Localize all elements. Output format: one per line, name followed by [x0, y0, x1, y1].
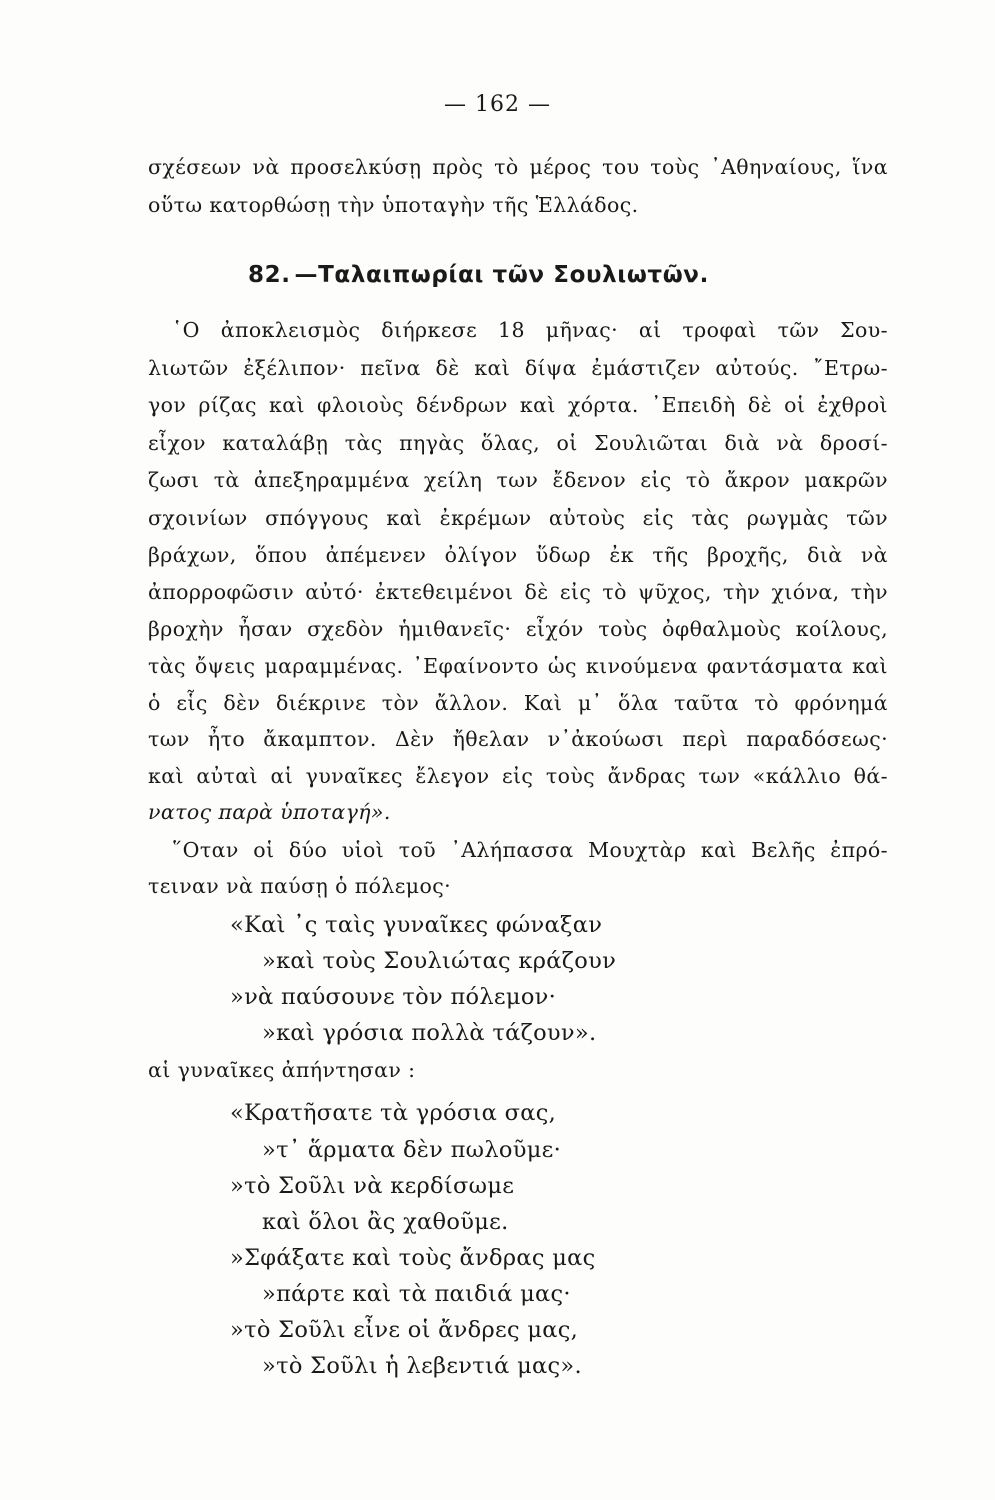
reply-intro: αἱ γυναῖκες ἀπήντησαν : [148, 1058, 416, 1082]
paragraph-1-line-6: σχοινίων σπόγγους καὶ ἐκρέμων αὐτοὺς εἰς τὰς ρωγμὰς τῶν [148, 506, 888, 530]
section-number: 82. [248, 262, 291, 288]
verse-1-line-2: »καὶ τοὺς Σουλιώτας κράζουν [262, 948, 617, 974]
page-number: — 162 — [444, 92, 551, 117]
paragraph-1-line-7: βράχων, ὅπου ἀπέμενεν ὀλίγον ὕδωρ ἐκ τῆς βροχῆς, διὰ νὰ [148, 543, 888, 567]
paragraph-2-line-1: ῞Οταν οἱ δύο υἱοὶ τοῦ ᾿Αλήπασσα Μουχτὰρ καὶ Βελῆς ἐπρό- [172, 838, 888, 862]
paragraph-1-line-9: βροχὴν ἦσαν σχεδὸν ἡμιθανεῖς· εἶχόν τοὺς ὀφθαλμοὺς κοίλους, [148, 617, 888, 641]
verse-1-line-1: «Καὶ ᾽ς ταὶς γυναῖκες φώναξαν [230, 912, 603, 938]
verse-2-line-2: »τ᾿ ἅρματα δὲν πωλοῦμε· [262, 1137, 562, 1163]
paragraph-2-line-2: τειναν νὰ παύσῃ ὁ πόλεμος· [148, 874, 452, 898]
paragraph-1-line-3: γον ρίζας καὶ φλοιοὺς δένδρων καὶ χόρτα. ᾿Επειδὴ δὲ οἱ ἐχθροὶ [148, 393, 888, 417]
paragraph-1-line-4: εἶχον καταλάβῃ τὰς πηγὰς ὅλας, οἱ Σουλιῶται διὰ νὰ δροσί- [148, 431, 888, 455]
verse-1-line-4: »καὶ γρόσια πολλὰ τάζουν». [262, 1020, 597, 1046]
paragraph-1-line-13: καὶ αὐταὶ αἱ γυναῖκες ἔλεγον εἰς τοὺς ἄνδρας των «κάλλιο θά- [148, 764, 888, 788]
paragraph-1-line-11: ὁ εἷς δὲν διέκρινε τὸν ἄλλον. Καὶ μ᾿ ὅλα ταῦτα τὸ φρόνημά [148, 691, 888, 715]
verse-1-line-3: »νὰ παύσουνε τὸν πόλεμον· [230, 984, 557, 1010]
paragraph-1-line-14: νατος παρὰ ὑποταγή». [148, 800, 391, 824]
paragraph-1-line-8: ἀπορροφῶσιν αὐτό· ἐκτεθειμένοι δὲ εἰς τὸ ψῦχος, τὴν χιόνα, τὴν [148, 580, 888, 604]
paragraph-1-line-10: τὰς ὄψεις μαραμμένας. ᾿Εφαίνοντο ὡς κινούμενα φαντάσματα καὶ [148, 654, 888, 678]
paragraph-1-line-5: ζωσι τὰ ἀπεξηραμμένα χείλη των ἔδενον εἰς τὸ ἄκρον μακρῶν [148, 468, 888, 492]
verse-2-line-1: «Κρατῆσατε τὰ γρόσια σας, [230, 1100, 557, 1126]
verse-2-line-4: καὶ ὅλοι ἂς χαθοῦμε. [262, 1209, 509, 1235]
verse-2-line-8: »τὸ Σοῦλι ἡ λεβεντιά μας». [262, 1353, 582, 1379]
intro-line-1: σχέσεων νὰ προσελκύσῃ πρὸς τὸ μέρος του τοὺς ᾿Αθηναίους, ἵνα [148, 155, 888, 179]
section-heading [248, 262, 709, 288]
paragraph-1-line-2: λιωτῶν ἐξέλιπον· πεῖνα δὲ καὶ δίψα ἐμάστιζεν αὐτούς. ῎Ετρω- [148, 356, 888, 380]
verse-2-line-7: »τὸ Σοῦλι εἶνε οἱ ἄνδρες μας, [230, 1317, 579, 1343]
section-title: —Ταλαιπωρίαι τῶν Σουλιωτῶν. [294, 262, 709, 288]
verse-2-line-3: »τὸ Σοῦλι νὰ κερδίσωμε [230, 1173, 515, 1199]
verse-2-line-5: »Σφάξατε καὶ τοὺς ἄνδρας μας [230, 1245, 596, 1271]
verse-2-line-6: »πάρτε καὶ τὰ παιδιά μας· [262, 1281, 571, 1307]
paragraph-1-line-12: των ἦτο ἄκαμπτον. Δὲν ἤθελαν ν᾿ἀκούωσι περὶ παραδόσεως· [148, 727, 888, 751]
paragraph-1-line-1: ῾Ο ἀποκλεισμὸς διήρκεσε 18 μῆνας· αἱ τροφαὶ τῶν Σου- [172, 318, 888, 342]
intro-line-2: οὕτω κατορθώσῃ τὴν ὑποταγὴν τῆς Ἑλλάδος. [148, 193, 639, 217]
